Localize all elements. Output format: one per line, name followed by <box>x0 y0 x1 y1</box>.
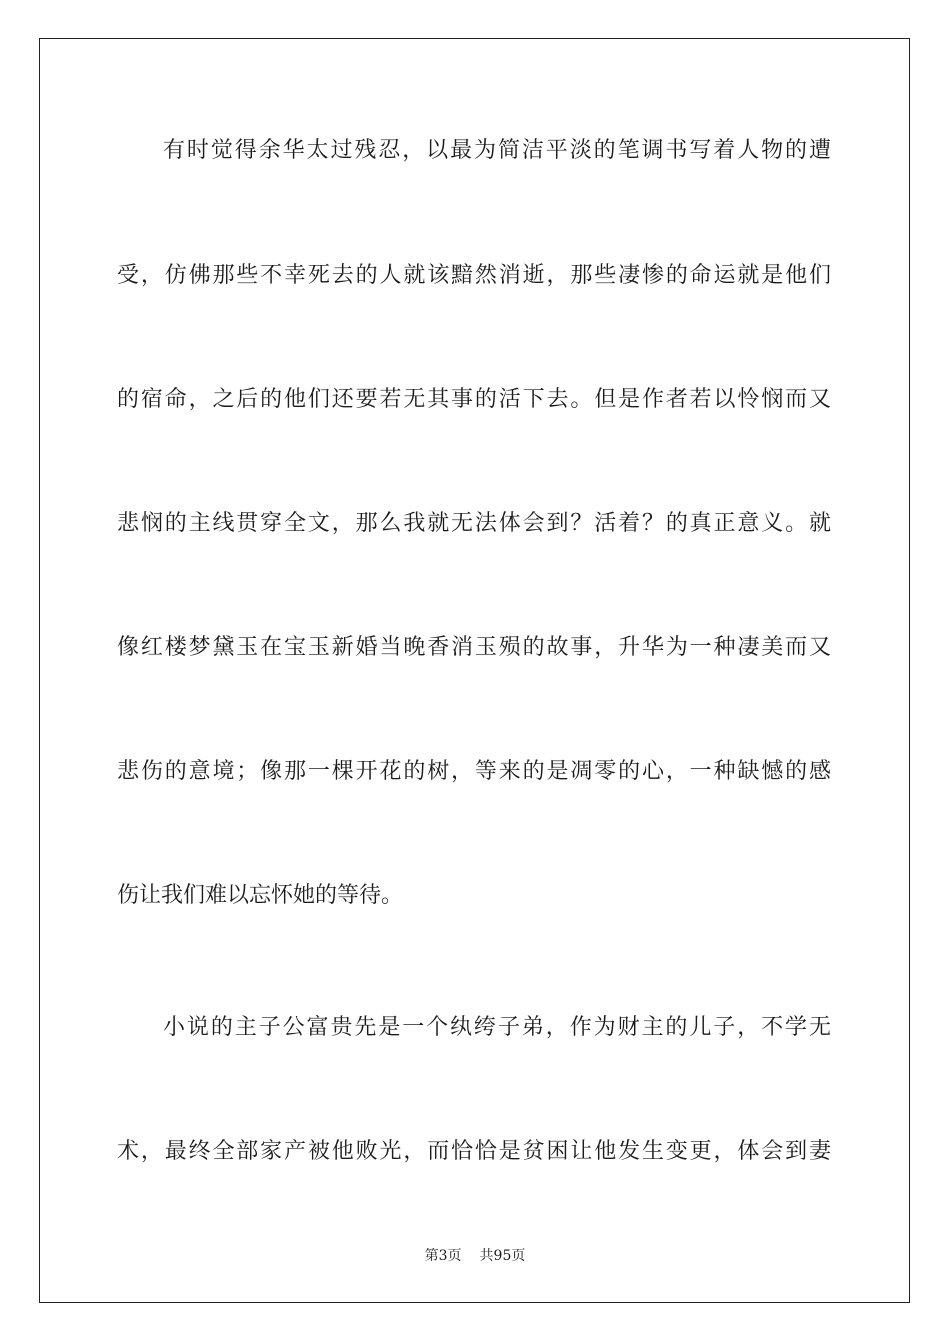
paragraph-1-line-2: 受，仿佛那些不幸死去的人就该黯然消逝，那些凄惨的命运就是他们 <box>117 263 831 288</box>
paragraph-2-line-1: 小说的主子公富贵先是一个纨绔子弟，作为财主的儿子，不学无 <box>163 1015 831 1040</box>
paragraph-2-line-2: 术，最终全部家产被他败光，而恰恰是贫困让他发生变更，体会到妻 <box>117 1139 831 1164</box>
page-border <box>39 38 910 1303</box>
paragraph-1-line-6: 悲伤的意境；像那一棵开花的树，等来的是凋零的心，一种缺憾的感 <box>117 759 831 784</box>
paragraph-1-line-1: 有时觉得余华太过残忍，以最为简洁平淡的笔调书写着人物的遭 <box>163 138 831 163</box>
paragraph-1-line-3: 的宿命，之后的他们还要若无其事的活下去。但是作者若以怜悯而又 <box>117 387 831 412</box>
paragraph-1-line-7: 伤让我们难以忘怀她的等待。 <box>117 883 404 908</box>
paragraph-1-line-4: 悲悯的主线贯穿全文，那么我就无法体会到？活着？的真正意义。就 <box>117 511 831 536</box>
paragraph-1-line-5: 像红楼梦黛玉在宝玉新婚当晚香消玉殒的故事，升华为一种凄美而又 <box>117 635 831 660</box>
page-number: 第3页 <box>424 1248 462 1264</box>
page-footer <box>0 1247 950 1265</box>
total-pages: 共95页 <box>479 1248 526 1264</box>
